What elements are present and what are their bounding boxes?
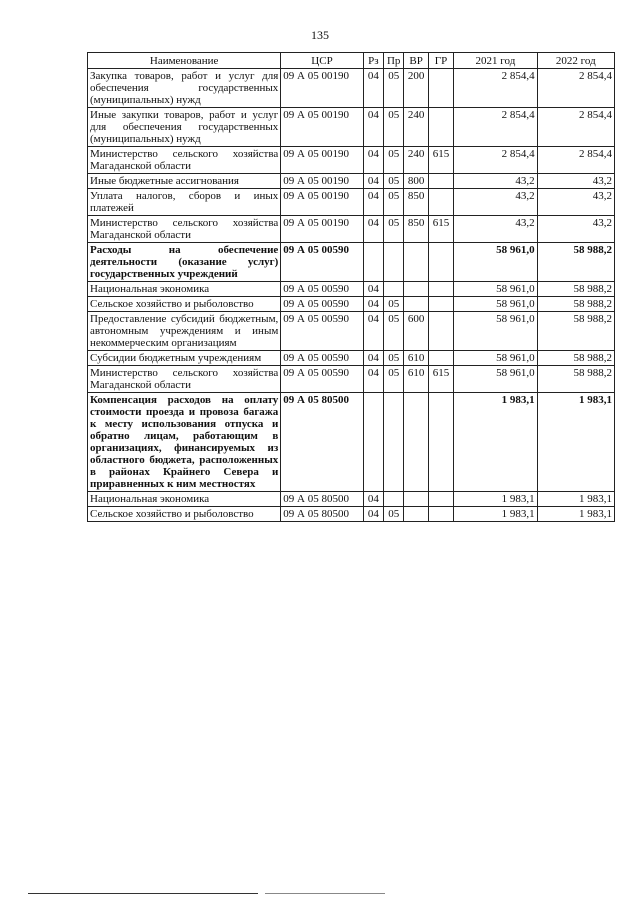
row-pr (384, 243, 404, 282)
row-pr: 05 (384, 189, 404, 216)
row-gr: 615 (428, 147, 453, 174)
row-name: Министерство сельского хозяйства Магаданской области (88, 147, 281, 174)
row-rz (363, 243, 383, 282)
row-csr: 09 А 05 00190 (281, 189, 363, 216)
row-pr: 05 (384, 69, 404, 108)
row-gr (428, 507, 453, 522)
row-csr: 09 А 05 00190 (281, 216, 363, 243)
row-rz: 04 (363, 147, 383, 174)
row-rz: 04 (363, 216, 383, 243)
row-gr (428, 282, 453, 297)
row-name: Закупка товаров, работ и услуг для обеспечения государственных (муниципальных) нужд (88, 69, 281, 108)
row-name: Предоставление субсидий бюджетным, автономным учреждениям и иным некоммерческим организациям (88, 312, 281, 351)
row-gr: 615 (428, 366, 453, 393)
table-row (88, 216, 615, 243)
row-name: Субсидии бюджетным учреждениям (88, 351, 281, 366)
header-csr: ЦСР (281, 53, 363, 69)
row-gr (428, 492, 453, 507)
row-csr: 09 А 05 00590 (281, 297, 363, 312)
row-name: Компенсация расходов на оплату стоимости проезда и провоза багажа к месту использования отпуска и обратно лицам, работающим в организациях, финансируемых из областного бюджета, расположенных в районах Крайнего Севера и приравненных к ним местностях (88, 393, 281, 492)
header-pr: Пр (384, 53, 404, 69)
row-vr (404, 297, 428, 312)
row-gr (428, 108, 453, 147)
row-vr: 800 (404, 174, 428, 189)
row-name: Министерство сельского хозяйства Магаданской области (88, 216, 281, 243)
table-row (88, 147, 615, 174)
table-row (88, 282, 615, 297)
header-gr: ГР (428, 53, 453, 69)
header-vr: ВР (404, 53, 428, 69)
table-row (88, 297, 615, 312)
row-amount-2021: 2 854,4 (454, 69, 537, 108)
row-vr: 610 (404, 351, 428, 366)
row-gr (428, 312, 453, 351)
row-gr (428, 174, 453, 189)
row-csr: 09 А 05 80500 (281, 492, 363, 507)
row-rz: 04 (363, 189, 383, 216)
row-gr (428, 243, 453, 282)
row-pr: 05 (384, 216, 404, 243)
row-csr: 09 А 05 00190 (281, 147, 363, 174)
row-pr (384, 282, 404, 297)
row-name: Национальная экономика (88, 492, 281, 507)
table-body (88, 69, 615, 522)
row-amount-2021: 43,2 (454, 216, 537, 243)
row-amount-2022: 1 983,1 (537, 492, 614, 507)
table-row (88, 108, 615, 147)
row-amount-2022: 58 988,2 (537, 351, 614, 366)
row-vr: 850 (404, 189, 428, 216)
row-gr (428, 69, 453, 108)
row-gr (428, 189, 453, 216)
row-gr (428, 351, 453, 366)
header-rz: Рз (363, 53, 383, 69)
row-gr (428, 297, 453, 312)
row-pr: 05 (384, 108, 404, 147)
footer-divider-faint (265, 893, 385, 894)
row-amount-2021: 2 854,4 (454, 147, 537, 174)
row-vr: 240 (404, 108, 428, 147)
row-vr: 200 (404, 69, 428, 108)
footer-divider (28, 893, 258, 894)
row-csr: 09 А 05 00190 (281, 174, 363, 189)
row-pr: 05 (384, 297, 404, 312)
row-csr: 09 А 05 80500 (281, 393, 363, 492)
row-csr: 09 А 05 00190 (281, 108, 363, 147)
row-amount-2022: 58 988,2 (537, 243, 614, 282)
table-row (88, 492, 615, 507)
row-pr: 05 (384, 312, 404, 351)
row-pr: 05 (384, 507, 404, 522)
row-rz: 04 (363, 174, 383, 189)
row-amount-2022: 43,2 (537, 174, 614, 189)
budget-table (87, 52, 615, 522)
table-row (88, 351, 615, 366)
row-amount-2022: 58 988,2 (537, 297, 614, 312)
row-name: Сельское хозяйство и рыболовство (88, 507, 281, 522)
row-rz: 04 (363, 297, 383, 312)
row-amount-2022: 2 854,4 (537, 108, 614, 147)
row-amount-2021: 58 961,0 (454, 366, 537, 393)
row-vr: 240 (404, 147, 428, 174)
row-csr: 09 А 05 00590 (281, 282, 363, 297)
row-amount-2021: 1 983,1 (454, 507, 537, 522)
row-amount-2022: 58 988,2 (537, 282, 614, 297)
table-header-row (88, 53, 615, 69)
table-row (88, 366, 615, 393)
row-amount-2022: 43,2 (537, 189, 614, 216)
row-vr (404, 243, 428, 282)
table-row (88, 174, 615, 189)
row-name: Министерство сельского хозяйства Магаданской области (88, 366, 281, 393)
header-2021: 2021 год (454, 53, 537, 69)
row-amount-2022: 1 983,1 (537, 507, 614, 522)
row-vr: 850 (404, 216, 428, 243)
row-amount-2022: 1 983,1 (537, 393, 614, 492)
row-name: Иные закупки товаров, работ и услуг для обеспечения государственных (муниципальных) нужд (88, 108, 281, 147)
row-pr: 05 (384, 147, 404, 174)
row-amount-2021: 58 961,0 (454, 282, 537, 297)
row-vr: 610 (404, 366, 428, 393)
row-amount-2022: 58 988,2 (537, 312, 614, 351)
row-csr: 09 А 05 00190 (281, 69, 363, 108)
row-pr: 05 (384, 351, 404, 366)
row-rz: 04 (363, 312, 383, 351)
row-rz: 04 (363, 492, 383, 507)
row-amount-2021: 58 961,0 (454, 351, 537, 366)
row-gr (428, 393, 453, 492)
row-csr: 09 А 05 00590 (281, 312, 363, 351)
row-amount-2021: 43,2 (454, 189, 537, 216)
row-vr (404, 393, 428, 492)
row-gr: 615 (428, 216, 453, 243)
row-amount-2021: 1 983,1 (454, 393, 537, 492)
table-row (88, 243, 615, 282)
row-csr: 09 А 05 80500 (281, 507, 363, 522)
row-pr: 05 (384, 174, 404, 189)
row-name: Уплата налогов, сборов и иных платежей (88, 189, 281, 216)
header-name: Наименование (88, 53, 281, 69)
row-amount-2022: 58 988,2 (537, 366, 614, 393)
row-csr: 09 А 05 00590 (281, 351, 363, 366)
row-name: Расходы на обеспечение деятельности (оказание услуг) государственных учреждений (88, 243, 281, 282)
row-amount-2021: 43,2 (454, 174, 537, 189)
row-name: Сельское хозяйство и рыболовство (88, 297, 281, 312)
row-rz: 04 (363, 69, 383, 108)
row-amount-2021: 2 854,4 (454, 108, 537, 147)
table-row (88, 393, 615, 492)
row-amount-2022: 2 854,4 (537, 147, 614, 174)
row-vr: 600 (404, 312, 428, 351)
row-rz (363, 393, 383, 492)
row-rz: 04 (363, 351, 383, 366)
table-row (88, 507, 615, 522)
row-pr: 05 (384, 366, 404, 393)
row-amount-2021: 58 961,0 (454, 312, 537, 351)
row-csr: 09 А 05 00590 (281, 366, 363, 393)
row-amount-2022: 43,2 (537, 216, 614, 243)
row-pr (384, 393, 404, 492)
row-amount-2022: 2 854,4 (537, 69, 614, 108)
row-csr: 09 А 05 00590 (281, 243, 363, 282)
row-amount-2021: 1 983,1 (454, 492, 537, 507)
row-vr (404, 492, 428, 507)
row-name: Национальная экономика (88, 282, 281, 297)
row-pr (384, 492, 404, 507)
row-rz: 04 (363, 108, 383, 147)
header-2022: 2022 год (537, 53, 614, 69)
row-rz: 04 (363, 366, 383, 393)
row-name: Иные бюджетные ассигнования (88, 174, 281, 189)
table-row (88, 69, 615, 108)
row-amount-2021: 58 961,0 (454, 297, 537, 312)
table-row (88, 312, 615, 351)
row-vr (404, 507, 428, 522)
row-rz: 04 (363, 507, 383, 522)
page-number: 135 (311, 28, 329, 42)
row-vr (404, 282, 428, 297)
row-amount-2021: 58 961,0 (454, 243, 537, 282)
table-row (88, 189, 615, 216)
row-rz: 04 (363, 282, 383, 297)
